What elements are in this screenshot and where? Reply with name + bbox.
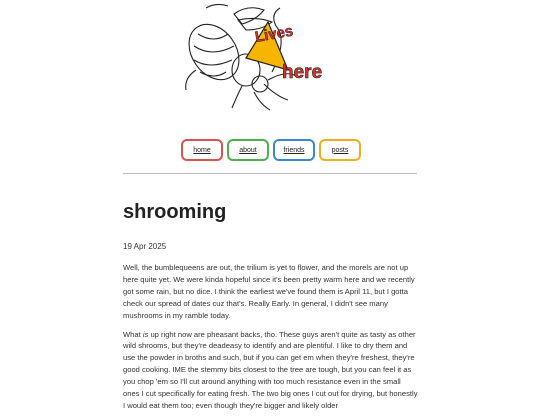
main-nav <box>181 139 361 161</box>
header-divider <box>123 173 417 174</box>
post-date: 19 Apr 2025 <box>123 242 167 251</box>
logo-text-top: Lives <box>253 22 295 46</box>
post-paragraph-2 <box>123 329 419 412</box>
site-logo[interactable] <box>176 0 346 118</box>
p2-emphasis: is <box>142 329 149 339</box>
bee-logo-icon <box>176 0 346 118</box>
nav-friends-link[interactable]: friends <box>273 139 315 161</box>
post-paragraph-1: Well, the bumblequeens are out, the trilium is yet to flower, and the morels are not up here quite yet. We were kinda hopeful since it's been pretty warm here and we recently got some rain, but no dice. I think the earliest we've found them is April 11, but I gotta check our spread of dates cuz that's. Really Early. In general, I didn't see many mushrooms in my ramble today. <box>123 263 415 320</box>
p2-post: up right now are pheasant backs, tho. These guys aren't quite as tasty as other wild shrooms, but they're deadeasy to identify and are plentiful. I like to dry them and use the powder in broths and such, but if you can get em when they're freshest, they're good cooking. IME the stemmy bits closest to the tree are tough, but you can feel it as you chop 'em so I'll cut around anything with too much resistance even in the small ones I cut specifically for eating fresh. The two big ones I cut out for drying, but honestly I would eat them too; even though they're bigger and likely older <box>123 329 418 410</box>
post-title: shrooming <box>123 201 227 223</box>
nav-posts-link[interactable]: posts <box>319 139 361 161</box>
logo-text-bottom: here <box>282 62 323 83</box>
nav-about-link[interactable]: about <box>227 139 269 161</box>
post-body <box>123 262 419 419</box>
nav-home-link[interactable]: home <box>181 139 223 161</box>
p2-pre: What <box>123 329 143 339</box>
